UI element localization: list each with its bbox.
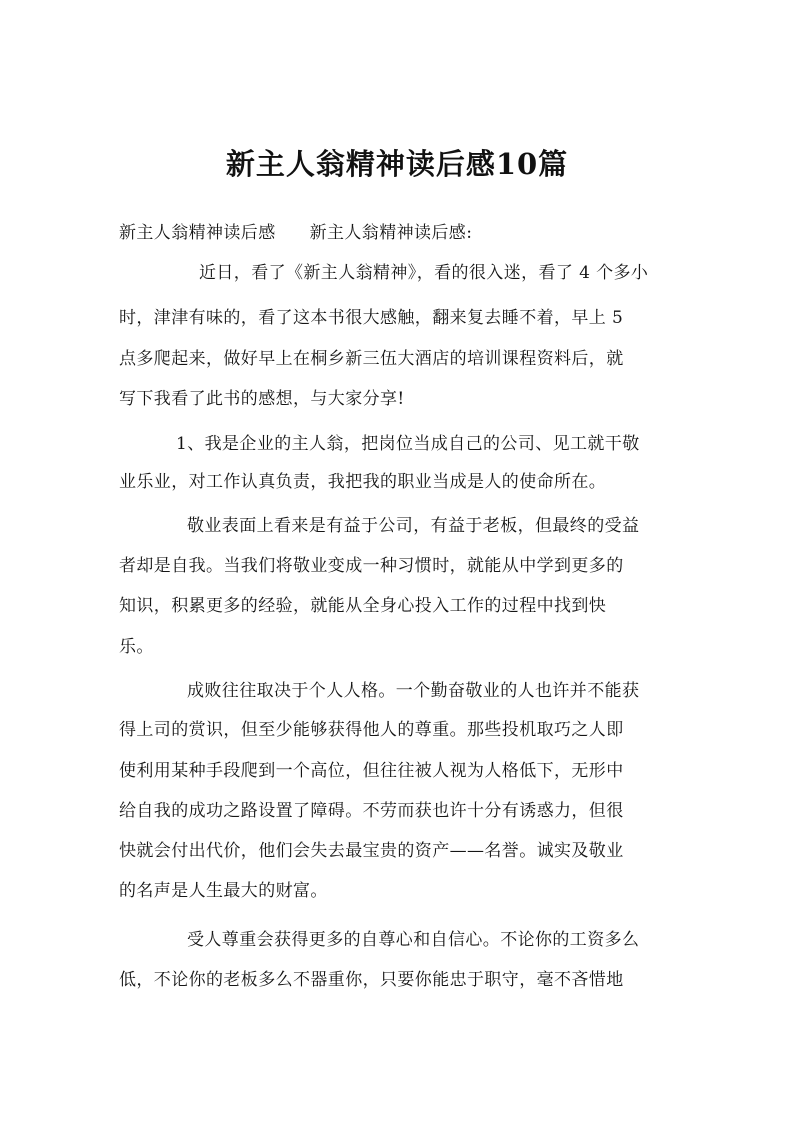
- body-line: 时，津津有味的，看了这本书很大感触，翻来复去睡不着，早上 5: [119, 308, 624, 328]
- document-title: 新主人翁精神读后感10篇: [225, 147, 569, 181]
- body-line: 点多爬起来，做好早上在桐乡新三伍大酒店的培训课程资料后，就: [119, 349, 624, 369]
- body-line: 给自我的成功之路设置了障碍。不劳而获也许十分有诱惑力，但很: [119, 801, 624, 821]
- body-line: 乐。: [119, 637, 154, 657]
- body-line: 业乐业，对工作认真负责，我把我的职业当成是人的使命所在。: [119, 472, 607, 492]
- body-line: 得上司的赏识，但至少能够获得他人的尊重。那些投机取巧之人即: [119, 720, 624, 740]
- body-line: 写下我看了此书的感想，与大家分享!: [119, 389, 405, 409]
- subtitle-left: 新主人翁精神读后感: [119, 223, 276, 243]
- body-line: 快就会付出代价，他们会失去最宝贵的资产——名誉。诚实及敬业: [119, 841, 624, 861]
- body-line: 受人尊重会获得更多的自尊心和自信心。不论你的工资多么: [187, 930, 640, 950]
- body-line: 低，不论你的老板多么不器重你，只要你能忠于职守，毫不吝惜地: [119, 970, 624, 990]
- body-line: 成败往往取决于个人人格。一个勤奋敬业的人也许并不能获: [187, 681, 640, 701]
- body-line: 的名声是人生最大的财富。: [119, 881, 328, 901]
- body-line: 近日，看了《新主人翁精神》，看的很入迷，看了 4 个多小: [199, 263, 649, 283]
- subtitle-right: 新主人翁精神读后感:: [309, 223, 473, 243]
- body-line: 1、我是企业的主人翁，把岗位当成自己的公司、见工就干敬: [176, 434, 640, 454]
- body-line: 使利用某种手段爬到一个高位，但往往被人视为人格低下，无形中: [119, 761, 624, 781]
- subtitle-line: [119, 222, 472, 244]
- body-line: 者却是自我。当我们将敬业变成一种习惯时，就能从中学到更多的: [119, 556, 624, 576]
- body-line: 知识，积累更多的经验，就能从全身心投入工作的过程中找到快: [119, 596, 607, 616]
- body-line: 敬业表面上看来是有益于公司，有益于老板，但最终的受益: [187, 516, 640, 536]
